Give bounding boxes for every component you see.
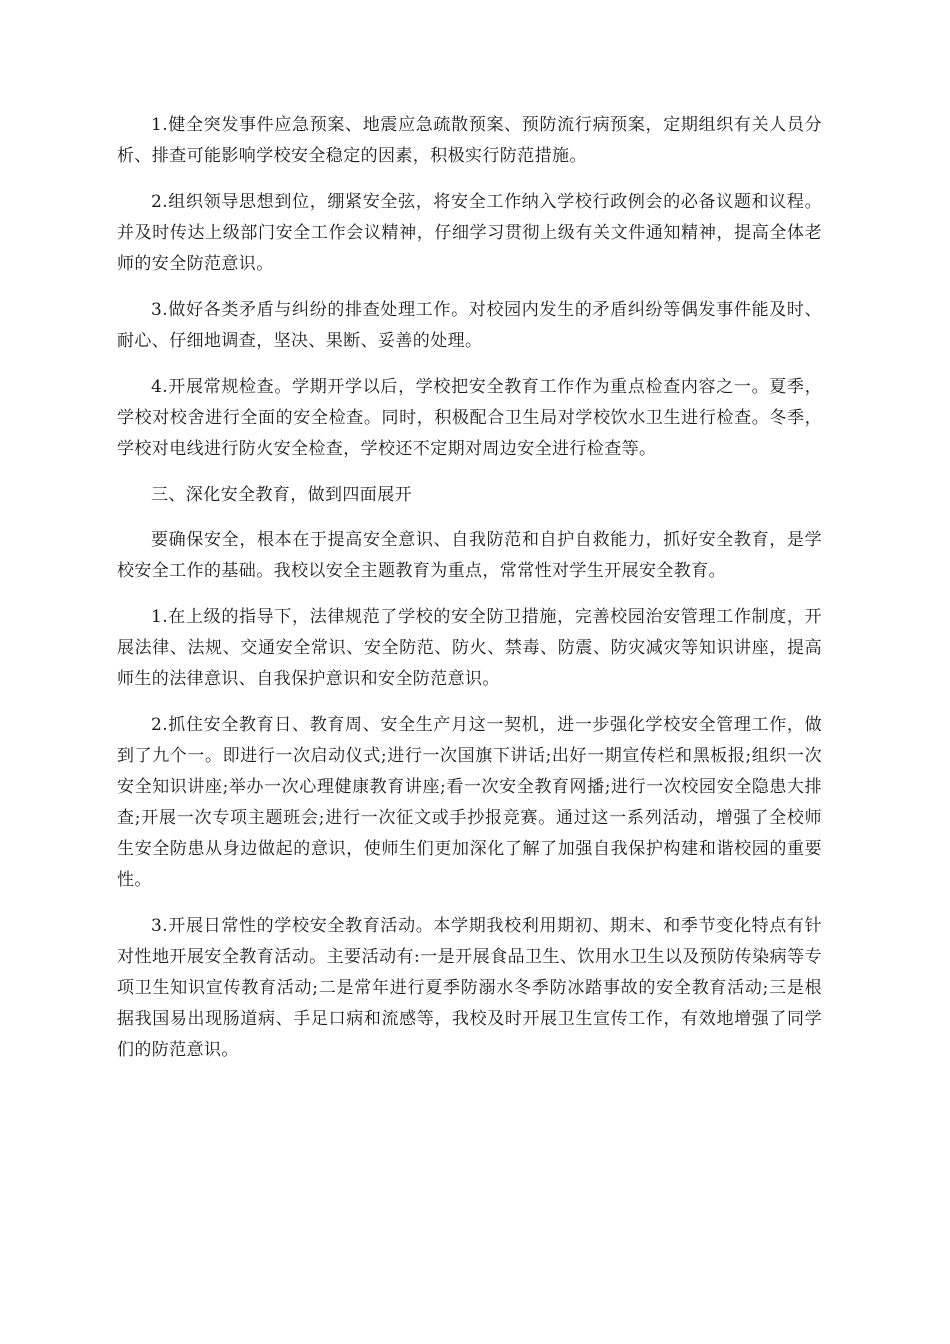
paragraph-legal-lectures: 1.在上级的指导下，法律规范了学校的安全防卫措施，完善校园治安管理工作制度，开展法律、法规、交通安全常识、安全防范、防火、禁毒、防震、防灾减灾等知识讲座，提高师生的法律意识、自我保护意识和安全防范意识。 [117,607,822,689]
paragraph-section-intro: 要确保安全，根本在于提高安全意识、自我防范和自护自救能力，抓好安全教育，是学校安全工作的基础。我校以安全主题教育为重点，常常性对学生开展安全教育。 [117,530,822,581]
paragraph-routine-inspection: 4.开展常规检查。学期开学以后，学校把安全教育工作作为重点检查内容之一。夏季，学校对校舍进行全面的安全检查。同时，积极配合卫生局对学校饮水卫生进行检查。冬季，学校对电线进行防火安全检查，学校还不定期对周边安全进行检查等。 [117,377,822,459]
paragraph-dispute-handling: 3.做好各类矛盾与纠纷的排查处理工作。对校园内发生的矛盾纠纷等偶发事件能及时、耐心、仔细地调查，坚决、果断、妥善的处理。 [117,300,822,351]
section-heading: 三、深化安全教育，做到四面展开 [151,485,412,505]
paragraph-daily-activities: 3.开展日常性的学校安全教育活动。本学期我校利用期初、期末、和季节变化特点有针对性地开展安全教育活动。主要活动有:一是开展食品卫生、饮用水卫生以及预防传染病等专项卫生知识宣传教育活动;二是常年进行夏季防溺水冬季防冰踏事故的安全教育活动;三是根据我国易出现肠道病、手足口病和流感等，我校及时开展卫生宣传工作，有效地增强了同学们的防范意识。 [117,916,822,1060]
paragraph-leadership: 2.组织领导思想到位，绷紧安全弦，将安全工作纳入学校行政例会的必备议题和议程。并及时传达上级部门安全工作会议精神，仔细学习贯彻上级有关文件通知精神，提高全体老师的安全防范意识。 [117,192,822,274]
paragraph-emergency-plans: 1.健全突发事件应急预案、地震应急疏散预案、预防流行病预案，定期组织有关人员分析、排查可能影响学校安全稳定的因素，积极实行防范措施。 [117,115,822,166]
paragraph-safety-education-day: 2.抓住安全教育日、教育周、安全生产月这一契机，进一步强化学校安全管理工作，做到了九个一。即进行一次启动仪式;进行一次国旗下讲话;出好一期宣传栏和黑板报;组织一次安全知识讲座;举办一次心理健康教育讲座;看一次安全教育网播;进行一次校园安全隐患大排查;开展一次专项主题班会;进行一次征文或手抄报竞赛。通过这一系列活动，增强了全校师生安全防患从身边做起的意识，使师生们更加深化了解了加强自我保护构建和谐校园的重要性。 [117,715,822,890]
